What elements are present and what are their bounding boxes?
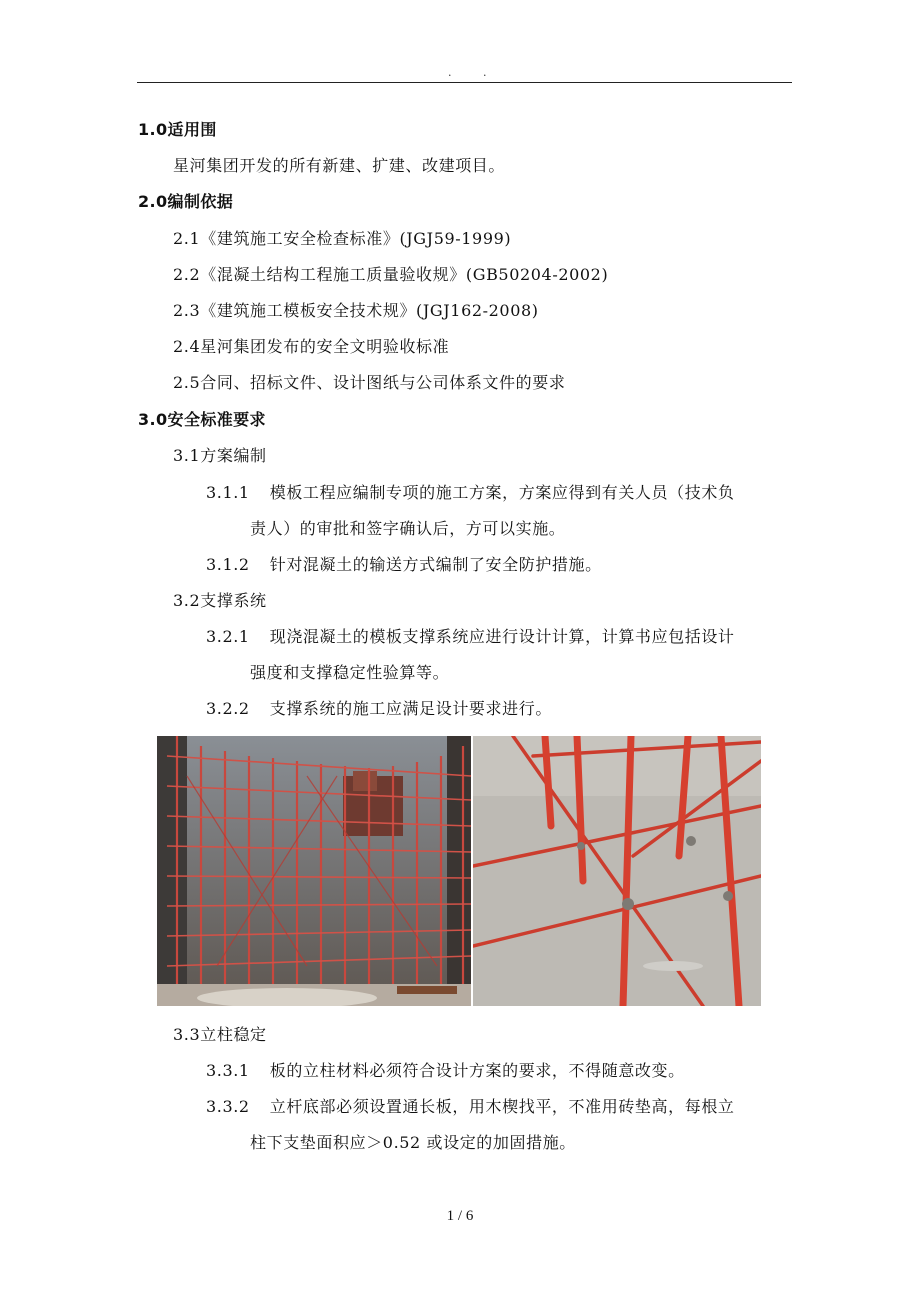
section-3-title: 3.0安全标准要求 [138, 410, 266, 429]
clause-3-2-2 [206, 699, 552, 719]
clause-3-1-1 [206, 483, 735, 503]
clause-3-3-2-continued: 柱下支垫面积应＞0.52 或设定的加固措施。 [250, 1133, 576, 1152]
reference-item: 2.1《建筑施工安全检查标准》(JGJ59-1999) [173, 229, 512, 248]
clause-number: 3.3.1 [206, 1061, 250, 1080]
clause-3-2-1-continued: 强度和支撑稳定性验算等。 [250, 663, 450, 682]
clause-text: 板的立柱材料必须符合设计方案的要求，不得随意改变。 [269, 1061, 685, 1080]
section-1-title: 1.0适用围 [138, 120, 217, 139]
clause-3-1-2 [206, 555, 602, 575]
clause-text: 现浇混凝土的模板支撑系统应进行设计计算，计算书应包括设计 [269, 627, 735, 646]
clause-text: 针对混凝土的输送方式编制了安全防护措施。 [269, 555, 602, 574]
header-rule [137, 82, 792, 83]
page-number: 1 / 6 [446, 1208, 474, 1224]
reference-item: 2.3《建筑施工模板安全技术规》(JGJ162-2008) [173, 301, 539, 320]
scaffolding-photo-left [157, 736, 471, 1006]
section-1-body: 星河集团开发的所有新建、扩建、改建项目。 [173, 156, 506, 175]
scaffolding-photo-right [473, 736, 761, 1006]
header-dots: . . [448, 66, 501, 79]
reference-item: 2.4星河集团发布的安全文明验收标准 [173, 337, 450, 356]
section-2-title: 2.0编制依据 [138, 192, 234, 211]
clause-text: 模板工程应编制专项的施工方案，方案应得到有关人员（技术负 [269, 483, 735, 502]
clause-number: 3.2.2 [206, 699, 250, 718]
clause-3-3-1 [206, 1061, 685, 1081]
subsection-3-1-title: 3.1方案编制 [173, 446, 267, 465]
clause-3-1-1-continued: 责人）的审批和签字确认后，方可以实施。 [250, 519, 566, 538]
reference-item: 2.5合同、招标文件、设计图纸与公司体系文件的要求 [173, 373, 566, 392]
clause-number: 3.2.1 [206, 627, 250, 646]
clause-number: 3.3.2 [206, 1097, 250, 1116]
clause-text: 立杆底部必须设置通长板，用木楔找平，不准用砖垫高，每根立 [269, 1097, 735, 1116]
subsection-3-2-title: 3.2支撑系统 [173, 591, 267, 610]
clause-number: 3.1.1 [206, 483, 250, 502]
clause-3-3-2 [206, 1097, 735, 1117]
clause-text: 支撑系统的施工应满足设计要求进行。 [269, 699, 552, 718]
subsection-3-3-title: 3.3立柱稳定 [173, 1025, 267, 1044]
reference-item: 2.2《混凝土结构工程施工质量验收规》(GB50204-2002) [173, 265, 609, 284]
clause-3-2-1 [206, 627, 735, 647]
clause-number: 3.1.2 [206, 555, 250, 574]
